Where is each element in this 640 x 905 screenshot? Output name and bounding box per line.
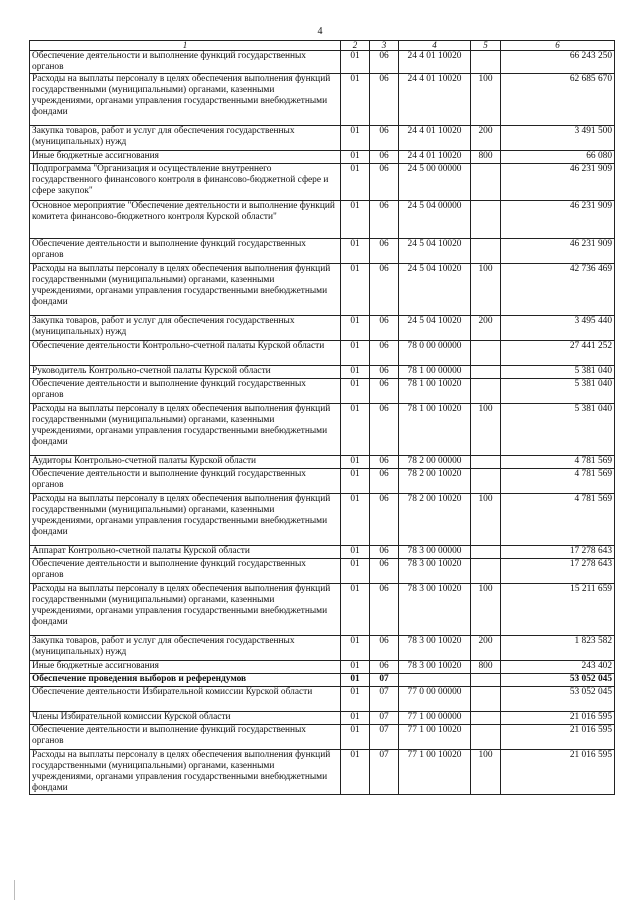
row-subsection: 06: [370, 151, 399, 164]
row-amount: 1 823 582: [501, 636, 615, 661]
row-subsection: 06: [370, 559, 399, 584]
row-section: 01: [341, 494, 370, 546]
table-row: [30, 750, 615, 795]
row-target-code: 24 4 01 10020: [399, 51, 471, 74]
row-expense-type: [471, 201, 501, 239]
table-row: [30, 404, 615, 456]
table-row: [30, 74, 615, 126]
column-header: 1: [30, 41, 341, 51]
row-section: 01: [341, 316, 370, 341]
row-name: Обеспечение деятельности и выполнение функций государственных органов: [30, 239, 341, 264]
row-expense-type: [471, 687, 501, 712]
row-expense-type: [471, 366, 501, 379]
row-target-code: 77 1 00 00000: [399, 712, 471, 725]
row-section: 01: [341, 51, 370, 74]
table-row: [30, 584, 615, 636]
row-subsection: 06: [370, 469, 399, 494]
row-subsection: 06: [370, 74, 399, 126]
row-amount: 5 381 040: [501, 366, 615, 379]
row-subsection: 07: [370, 687, 399, 712]
row-target-code: [399, 674, 471, 687]
row-expense-type: 200: [471, 126, 501, 151]
column-header: 4: [399, 41, 471, 51]
row-amount: 21 016 595: [501, 725, 615, 750]
row-target-code: 78 2 00 10020: [399, 469, 471, 494]
row-expense-type: [471, 469, 501, 494]
row-subsection: 06: [370, 636, 399, 661]
row-section: 01: [341, 74, 370, 126]
table-row: [30, 341, 615, 366]
row-target-code: 77 0 00 00000: [399, 687, 471, 712]
row-target-code: 78 3 00 10020: [399, 584, 471, 636]
row-amount: 46 231 909: [501, 239, 615, 264]
row-section: 01: [341, 750, 370, 795]
row-name: Обеспечение деятельности и выполнение функций государственных органов: [30, 51, 341, 74]
table-row: [30, 51, 615, 74]
row-expense-type: 100: [471, 404, 501, 456]
row-expense-type: [471, 559, 501, 584]
row-target-code: 78 3 00 10020: [399, 636, 471, 661]
row-subsection: 06: [370, 494, 399, 546]
row-name: Закупка товаров, работ и услуг для обеспечения государственных (муниципальных) нужд: [30, 316, 341, 341]
row-subsection: 07: [370, 712, 399, 725]
row-section: 01: [341, 725, 370, 750]
row-expense-type: [471, 379, 501, 404]
row-section: 01: [341, 584, 370, 636]
row-expense-type: 100: [471, 494, 501, 546]
row-section: 01: [341, 404, 370, 456]
row-section: 01: [341, 239, 370, 264]
row-amount: 17 278 643: [501, 546, 615, 559]
column-header: 5: [471, 41, 501, 51]
column-header: 2: [341, 41, 370, 51]
row-section: 01: [341, 164, 370, 201]
table-row: [30, 712, 615, 725]
table-header-row: [30, 41, 615, 51]
row-section: 01: [341, 126, 370, 151]
row-target-code: 24 5 04 00000: [399, 201, 471, 239]
row-expense-type: [471, 239, 501, 264]
table-row: [30, 687, 615, 712]
row-target-code: 24 5 04 10020: [399, 239, 471, 264]
row-name: Расходы на выплаты персоналу в целях обеспечения выполнения функций государственными (муниципальными) органами, казенными учреждениями, органами управления государственными внебюджетными фондами: [30, 584, 341, 636]
row-section: 01: [341, 674, 370, 687]
row-expense-type: [471, 164, 501, 201]
row-name: Расходы на выплаты персоналу в целях обеспечения выполнения функций государственными (муниципальными) органами, казенными учреждениями, органами управления государственными внебюджетными фондами: [30, 404, 341, 456]
row-expense-type: 100: [471, 264, 501, 316]
table-row: [30, 456, 615, 469]
row-subsection: 06: [370, 264, 399, 316]
row-section: 01: [341, 456, 370, 469]
row-subsection: 06: [370, 201, 399, 239]
row-target-code: 78 3 00 00000: [399, 546, 471, 559]
row-amount: 3 495 440: [501, 316, 615, 341]
row-section: 01: [341, 264, 370, 316]
row-section: 01: [341, 687, 370, 712]
table-row: [30, 559, 615, 584]
row-target-code: 77 1 00 10020: [399, 725, 471, 750]
column-header: 3: [370, 41, 399, 51]
table-row: [30, 164, 615, 201]
row-section: 01: [341, 546, 370, 559]
row-amount: 4 781 569: [501, 494, 615, 546]
row-target-code: 78 3 00 10020: [399, 559, 471, 584]
row-amount: 46 231 909: [501, 201, 615, 239]
row-subsection: 06: [370, 546, 399, 559]
row-amount: 53 052 045: [501, 674, 615, 687]
row-subsection: 07: [370, 750, 399, 795]
row-name: Иные бюджетные ассигнования: [30, 661, 341, 674]
row-subsection: 06: [370, 51, 399, 74]
row-section: 01: [341, 201, 370, 239]
row-expense-type: [471, 546, 501, 559]
row-name: Обеспечение проведения выборов и референдумов: [30, 674, 341, 687]
row-name: Руководитель Контрольно-счетной палаты Курской области: [30, 366, 341, 379]
row-amount: 5 381 040: [501, 404, 615, 456]
row-target-code: 24 5 04 10020: [399, 316, 471, 341]
table-row: [30, 469, 615, 494]
row-name: Иные бюджетные ассигнования: [30, 151, 341, 164]
row-amount: 42 736 469: [501, 264, 615, 316]
row-subsection: 06: [370, 456, 399, 469]
row-subsection: 06: [370, 379, 399, 404]
row-section: 01: [341, 661, 370, 674]
page-number: 4: [317, 26, 323, 37]
row-target-code: 24 4 01 10020: [399, 74, 471, 126]
row-target-code: 24 4 01 10020: [399, 126, 471, 151]
row-amount: 15 211 659: [501, 584, 615, 636]
table-row: [30, 674, 615, 687]
row-expense-type: [471, 51, 501, 74]
row-name: Обеспечение деятельности и выполнение функций государственных органов: [30, 379, 341, 404]
row-subsection: 06: [370, 239, 399, 264]
row-amount: 4 781 569: [501, 469, 615, 494]
row-name: Аудиторы Контрольно-счетной палаты Курской области: [30, 456, 341, 469]
row-name: Основное мероприятие "Обеспечение деятельности и выполнение функций комитета финансово-бюджетного контроля Курской области": [30, 201, 341, 239]
table-row: [30, 366, 615, 379]
row-expense-type: [471, 712, 501, 725]
row-expense-type: 100: [471, 584, 501, 636]
row-subsection: 06: [370, 584, 399, 636]
row-section: 01: [341, 366, 370, 379]
row-amount: 53 052 045: [501, 687, 615, 712]
row-name: Обеспечение деятельности и выполнение функций государственных органов: [30, 469, 341, 494]
table-row: [30, 725, 615, 750]
table-row: [30, 264, 615, 316]
table-row: [30, 239, 615, 264]
table-row: [30, 379, 615, 404]
row-name: Закупка товаров, работ и услуг для обеспечения государственных (муниципальных) нужд: [30, 126, 341, 151]
row-target-code: 78 1 00 00000: [399, 366, 471, 379]
table-row: [30, 494, 615, 546]
row-section: 01: [341, 559, 370, 584]
row-subsection: 07: [370, 725, 399, 750]
row-target-code: 78 1 00 10020: [399, 379, 471, 404]
row-name: Аппарат Контрольно-счетной палаты Курской области: [30, 546, 341, 559]
table-row: [30, 201, 615, 239]
row-amount: 21 016 595: [501, 712, 615, 725]
row-name: Подпрограмма "Организация и осуществление внутреннего государственного финансового контроля в финансово-бюджетной сфере и сфере закупок": [30, 164, 341, 201]
row-amount: 21 016 595: [501, 750, 615, 795]
row-amount: 5 381 040: [501, 379, 615, 404]
row-target-code: 78 3 00 10020: [399, 661, 471, 674]
row-expense-type: 200: [471, 316, 501, 341]
row-name: Расходы на выплаты персоналу в целях обеспечения выполнения функций государственными (муниципальными) органами, казенными учреждениями, органами управления государственными внебюджетными фондами: [30, 264, 341, 316]
row-section: 01: [341, 151, 370, 164]
row-expense-type: 800: [471, 151, 501, 164]
row-expense-type: 100: [471, 750, 501, 795]
row-name: Закупка товаров, работ и услуг для обеспечения государственных (муниципальных) нужд: [30, 636, 341, 661]
row-expense-type: [471, 456, 501, 469]
row-amount: 243 402: [501, 661, 615, 674]
table-row: [30, 316, 615, 341]
row-expense-type: [471, 341, 501, 366]
row-section: 01: [341, 379, 370, 404]
row-amount: 4 781 569: [501, 456, 615, 469]
row-subsection: 07: [370, 674, 399, 687]
row-name: Обеспечение деятельности и выполнение функций государственных органов: [30, 559, 341, 584]
row-name: Члены Избирательной комиссии Курской области: [30, 712, 341, 725]
table-row: [30, 151, 615, 164]
row-section: 01: [341, 341, 370, 366]
row-name: Обеспечение деятельности и выполнение функций государственных органов: [30, 725, 341, 750]
row-subsection: 06: [370, 316, 399, 341]
row-section: 01: [341, 636, 370, 661]
row-subsection: 06: [370, 366, 399, 379]
row-amount: 3 491 500: [501, 126, 615, 151]
row-section: 01: [341, 469, 370, 494]
row-name: Расходы на выплаты персоналу в целях обеспечения выполнения функций государственными (муниципальными) органами, казенными учреждениями, органами управления государственными внебюджетными фондами: [30, 750, 341, 795]
row-amount: 17 278 643: [501, 559, 615, 584]
row-target-code: 24 5 04 10020: [399, 264, 471, 316]
row-target-code: 78 1 00 10020: [399, 404, 471, 456]
row-amount: 66 080: [501, 151, 615, 164]
row-expense-type: 800: [471, 661, 501, 674]
row-expense-type: [471, 725, 501, 750]
row-target-code: 77 1 00 10020: [399, 750, 471, 795]
row-subsection: 06: [370, 661, 399, 674]
row-amount: 46 231 909: [501, 164, 615, 201]
row-expense-type: [471, 674, 501, 687]
row-amount: 66 243 250: [501, 51, 615, 74]
row-name: Расходы на выплаты персоналу в целях обеспечения выполнения функций государственными (муниципальными) органами, казенными учреждениями, органами управления государственными внебюджетными фондами: [30, 494, 341, 546]
scan-edge-mark: [14, 880, 15, 900]
row-subsection: 06: [370, 404, 399, 456]
budget-table: [29, 40, 615, 795]
row-name: Расходы на выплаты персоналу в целях обеспечения выполнения функций государственными (муниципальными) органами, казенными учреждениями, органами управления государственными внебюджетными фондами: [30, 74, 341, 126]
row-target-code: 78 0 00 00000: [399, 341, 471, 366]
row-expense-type: 100: [471, 74, 501, 126]
row-subsection: 06: [370, 126, 399, 151]
row-expense-type: 200: [471, 636, 501, 661]
row-target-code: 24 4 01 10020: [399, 151, 471, 164]
row-amount: 62 685 670: [501, 74, 615, 126]
table-row: [30, 636, 615, 661]
row-name: Обеспечение деятельности Контрольно-счетной палаты Курской области: [30, 341, 341, 366]
row-target-code: 78 2 00 00000: [399, 456, 471, 469]
row-amount: 27 441 252: [501, 341, 615, 366]
table-row: [30, 126, 615, 151]
table-row: [30, 546, 615, 559]
table-row: [30, 661, 615, 674]
row-subsection: 06: [370, 341, 399, 366]
row-section: 01: [341, 712, 370, 725]
row-target-code: 24 5 00 00000: [399, 164, 471, 201]
row-name: Обеспечение деятельности Избирательной комиссии Курской области: [30, 687, 341, 712]
column-header: 6: [501, 41, 615, 51]
row-target-code: 78 2 00 10020: [399, 494, 471, 546]
row-subsection: 06: [370, 164, 399, 201]
